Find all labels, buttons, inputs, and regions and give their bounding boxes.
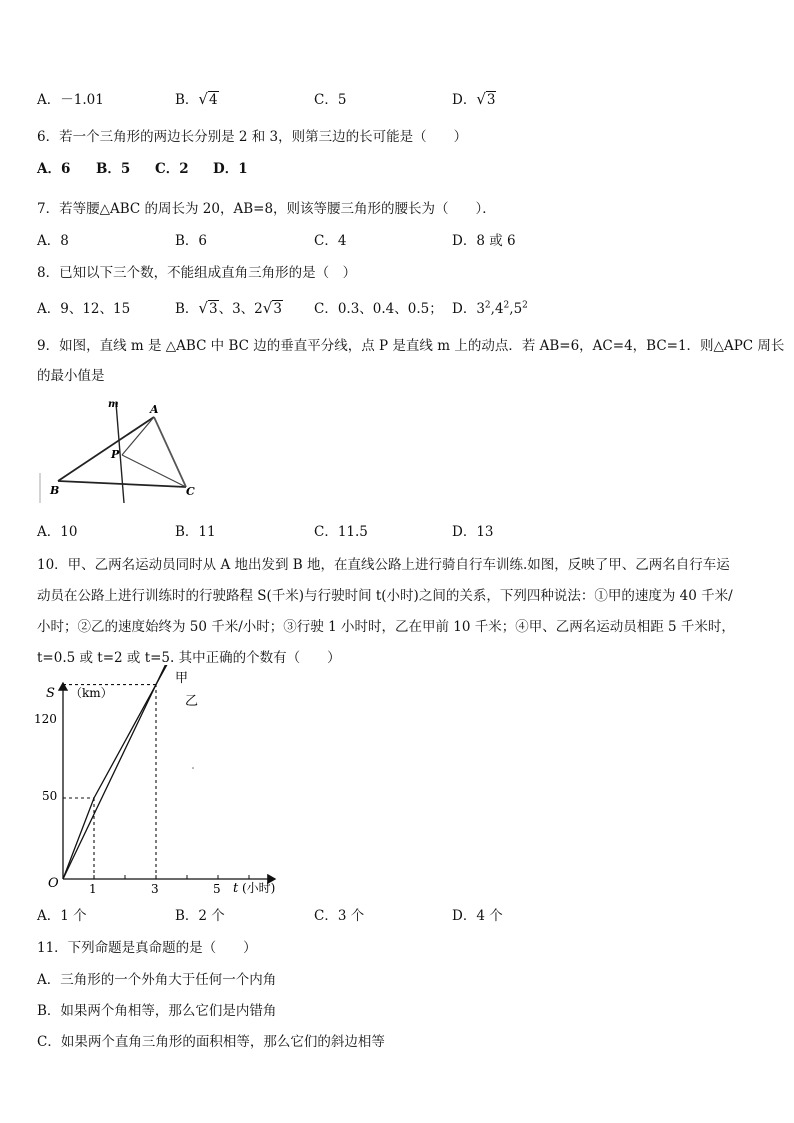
q11-option-a: A．三角形的一个外角大于任何一个内角 xyxy=(37,972,277,988)
sqrt-symbol: √3 xyxy=(476,90,496,108)
q9-triangle-figure xyxy=(36,395,206,510)
stray-dot xyxy=(192,767,194,769)
x-axis-unit: (小时) xyxy=(242,881,276,895)
q8-option-a: A．9、12、15 xyxy=(37,301,131,317)
label-c: C xyxy=(186,485,195,498)
q9-option-a: A．10 xyxy=(37,524,78,540)
q8-option-b-label: B． xyxy=(175,301,199,317)
x-tick-label-3: 3 xyxy=(151,882,159,896)
q7-option-d: D．8 或 6 xyxy=(452,233,516,249)
q8-d-exp-2: 2 xyxy=(503,300,510,311)
q6-option-a: A．6 xyxy=(37,161,71,177)
label-a: A xyxy=(150,403,159,416)
q6-option-c: C．2 xyxy=(155,161,189,177)
q8-d-base-2: 4 xyxy=(494,301,504,317)
y-tick-label-50: 50 xyxy=(42,789,58,803)
q10-option-b: B．2 个 xyxy=(175,908,225,924)
x-tick-label-5: 5 xyxy=(213,882,221,896)
q10-stem-line-4: t=0.5 或 t=2 或 t=5. 其中正确的个数有（ ） xyxy=(37,650,341,666)
q9-stem-line-2: 的最小值是 xyxy=(37,368,105,384)
q10-distance-time-graph xyxy=(30,665,300,900)
q5-option-d-label: D． xyxy=(452,92,477,108)
label-m: m xyxy=(108,399,119,410)
q5-option-b xyxy=(175,88,219,108)
q8-d-base-3: 5 xyxy=(513,301,523,317)
segment-pc xyxy=(122,455,186,487)
q7-option-c: C．4 xyxy=(314,233,347,249)
q9-option-c: C．11.5 xyxy=(314,524,368,540)
q8-d-exp-1: 2 xyxy=(484,300,491,311)
q5-option-a: A．－1.01 xyxy=(37,92,104,108)
q9-option-d: D．13 xyxy=(452,524,494,540)
y-axis-unit: （km） xyxy=(70,686,113,700)
segment-ab xyxy=(58,417,154,481)
q6-stem: 6．若一个三角形的两边长分别是 2 和 3，则第三边的长可能是（ ） xyxy=(37,129,468,145)
q5-option-d-radicand: 3 xyxy=(486,92,496,108)
q8-option-b-middle: 、3、2 xyxy=(218,301,263,317)
q9-stem-line-1: 9．如图，直线 m 是 △ABC 中 BC 边的垂直平分线，点 P 是直线 m 上的动点．若 AB=6，AC=4，BC=1．则△APC 周长 xyxy=(37,338,785,354)
q10-option-d: D．4 个 xyxy=(452,908,503,924)
q10-option-a: A．1 个 xyxy=(37,908,87,924)
q8-option-d-label: D． xyxy=(452,301,477,317)
y-tick-label-120: 120 xyxy=(34,712,57,726)
label-p: P xyxy=(111,448,120,461)
q7-option-a: A．8 xyxy=(37,233,69,249)
sqrt-symbol: √3 xyxy=(262,299,282,317)
q5-option-b-label: B． xyxy=(175,92,199,108)
q7-stem: 7．若等腰△ABC 的周长为 20，AB=8，则该等腰三角形的腰长为（ ）． xyxy=(37,201,496,217)
q6-option-d: D．1 xyxy=(213,161,248,177)
q8-option-d: D．$3^2,4^2,5^2$ xyxy=(452,300,528,317)
q8-option-c: C．0.3、0.4、0.5； xyxy=(314,301,443,317)
q8-option-b-radicand-2: 3 xyxy=(273,301,282,317)
q10-option-c: C．3 个 xyxy=(314,908,365,924)
sqrt-symbol: √3 xyxy=(198,299,218,317)
x-axis-label: t xyxy=(233,881,239,896)
q8-d-base-1: 3 xyxy=(476,301,485,317)
legend-jia: 甲 xyxy=(175,671,189,686)
q5-option-b-radicand: 4 xyxy=(208,92,218,108)
origin-label: O xyxy=(48,876,59,891)
q11-stem: 11．下列命题是真命题的是（ ） xyxy=(37,940,257,956)
q10-stem-line-1: 10．甲、乙两名运动员同时从 A 地出发到 B 地，在直线公路上进行骑自行车训练.如图，反映了甲、乙两名自行车运 xyxy=(37,557,730,573)
legend-yi: 乙 xyxy=(185,694,199,709)
segment-ac xyxy=(154,417,186,487)
q8-d-exp-3: 2 xyxy=(522,300,528,311)
y-axis-label: S xyxy=(46,686,55,701)
x-tick-label-1: 1 xyxy=(89,882,97,896)
q10-stem-line-2: 动员在公路上进行训练时的行驶路程 S(千米)与行驶时间 t(小时)之间的关系，下列四种说法：①甲的速度为 40 千米/ xyxy=(37,588,733,604)
q6-option-b: B．5 xyxy=(96,161,131,177)
q9-option-b: B．11 xyxy=(175,524,216,540)
q11-option-c: C．如果两个直角三角形的面积相等，那么它们的斜边相等 xyxy=(37,1034,385,1050)
q5-option-c: C．5 xyxy=(314,92,347,108)
q8-option-b-radicand-1: 3 xyxy=(208,301,218,317)
q5-option-d xyxy=(452,88,496,108)
label-b: B xyxy=(50,484,60,497)
q8-option-b xyxy=(175,297,283,317)
q7-option-b: B．6 xyxy=(175,233,208,249)
q10-stem-line-3: 小时；②乙的速度始终为 50 千米/小时；③行驶 1 小时时，乙在甲前 10 千米；④甲、乙两名运动员相距 5 千米时， xyxy=(37,619,735,635)
q8-stem: 8．已知以下三个数，不能组成直角三角形的是（ ） xyxy=(37,265,357,281)
sqrt-symbol: √4 xyxy=(198,90,218,108)
q11-option-b: B．如果两个角相等，那么它们是内错角 xyxy=(37,1003,277,1019)
